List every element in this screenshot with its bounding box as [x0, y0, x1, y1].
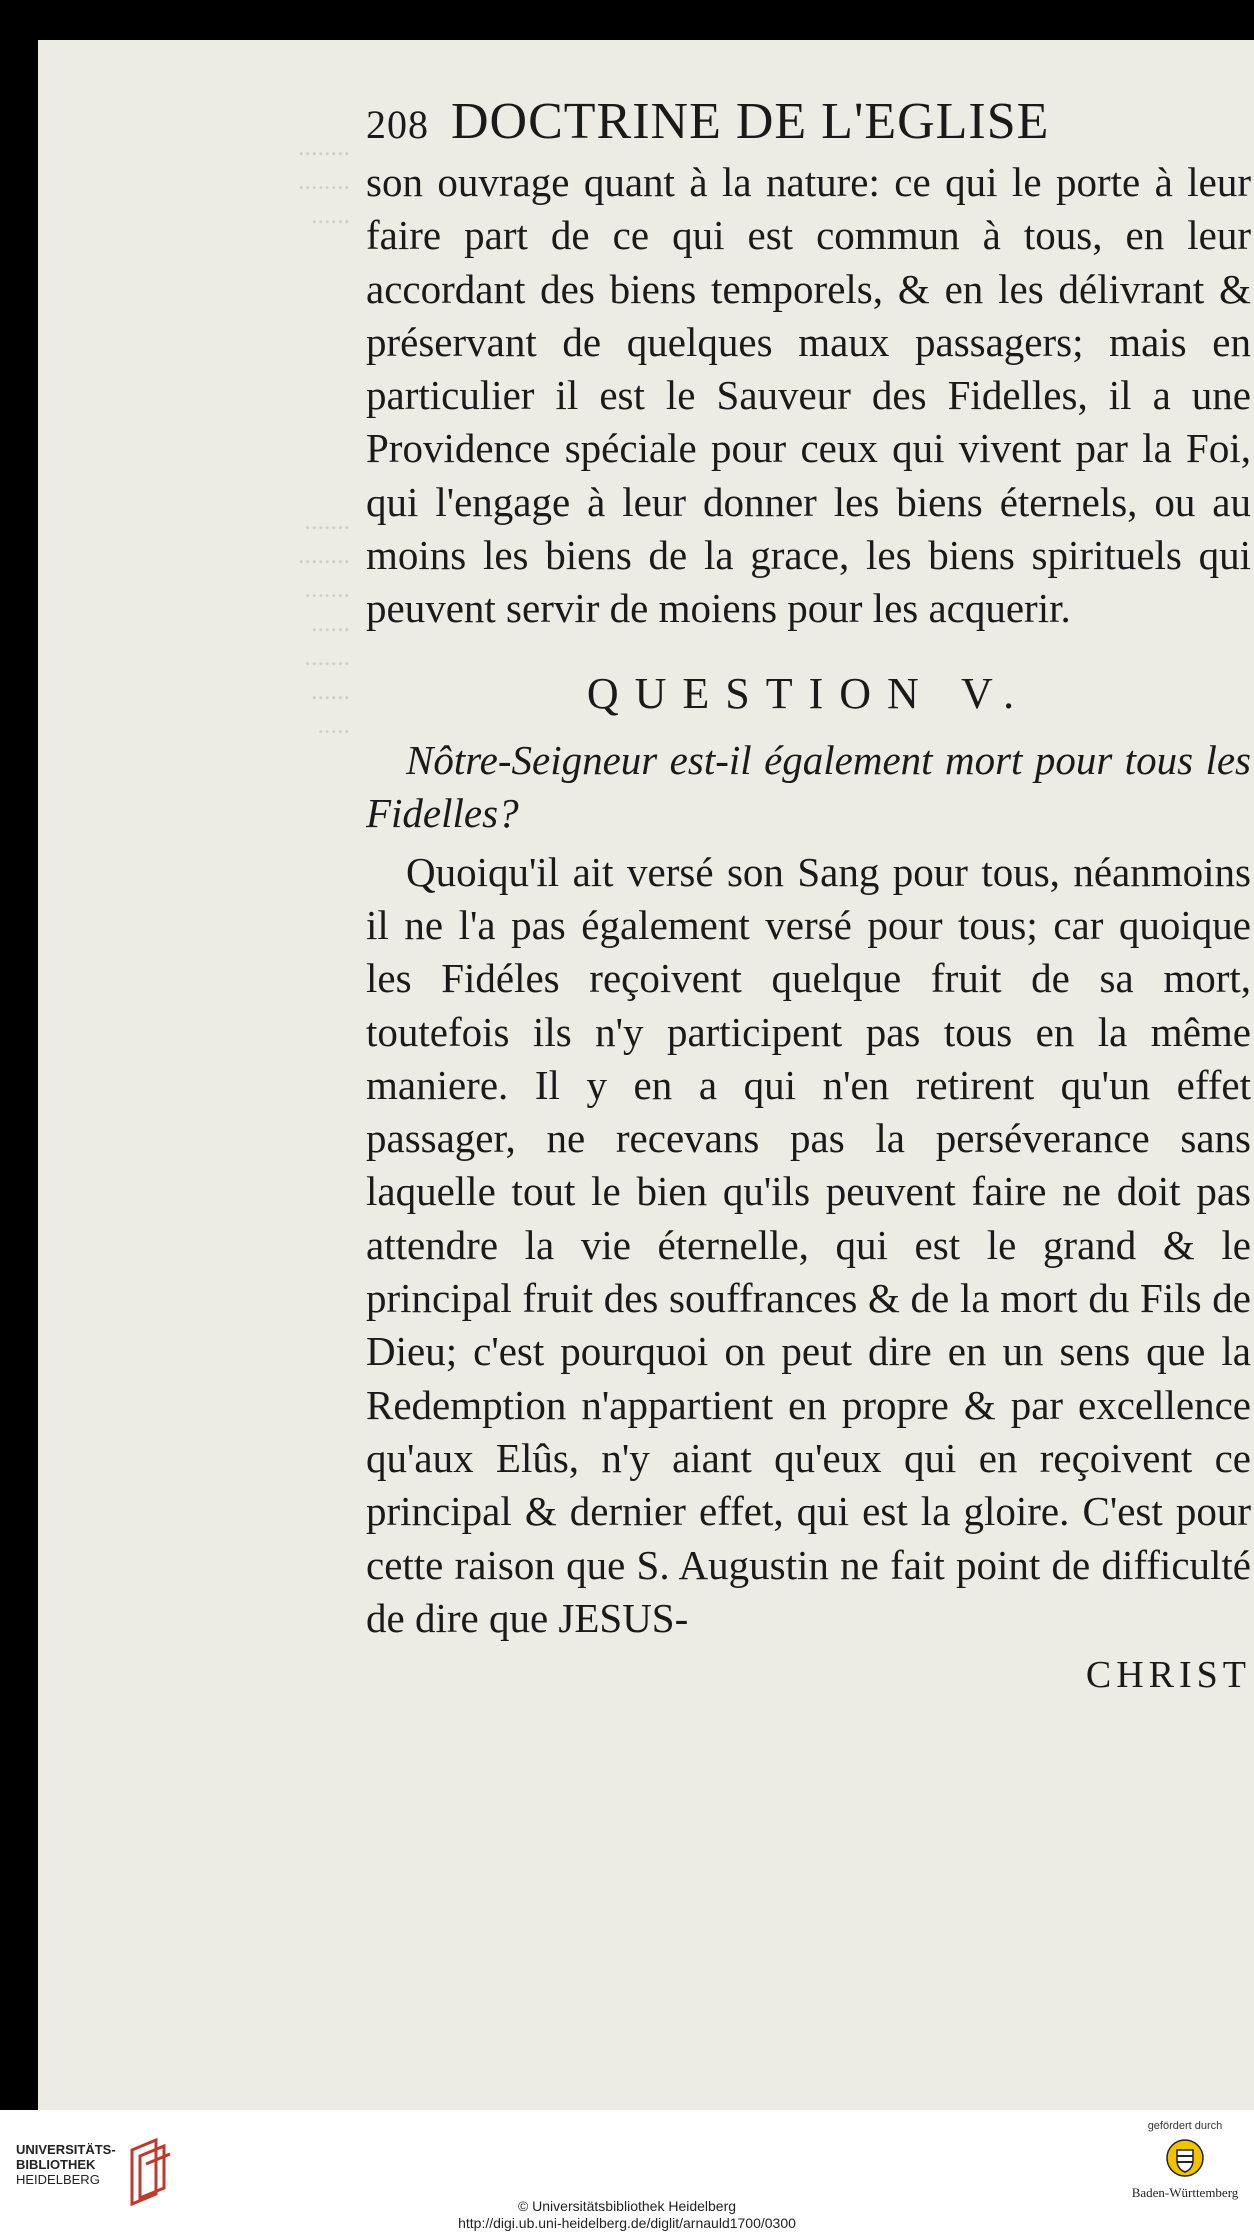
library-logo-icon: [126, 2134, 172, 2206]
sponsor-block: [1130, 2120, 1240, 2201]
catchword: CHRIST: [1085, 1654, 1251, 1697]
paragraph-2: Quoiqu'il ait versé son Sang pour tous, néanmoins il ne l'a pas également versé pour tous; car quoique les Fidéles reçoivent quelque fruit de sa mort, toutefois ils n'y participent pas tous en la même maniere. Il y en a qui n'en retirent qu'un effet passager, ne recevans pas la perséverance sans laquelle tout le bien qu'ils peuvent faire ne doit pas attendre la vie éternelle, qui est le grand & le principal fruit des souffrances & de la mort du Fils de Dieu; c'est pourquoi on peut dire en un sens que la Redemption n'appartient en propre & par excellence qu'aux Elûs, n'y aiant qu'eux qui en reçoivent ce principal & dernier effet, qui est la gloire. C'est pour cette raison que S. Augustin ne fait point de difficulté de dire que JESUS-: [366, 848, 1251, 1641]
library-name: [16, 2142, 136, 2187]
digitization-footer: [0, 2110, 1254, 2237]
sponsor-label: gefördert durch: [1147, 2120, 1223, 2132]
copyright-text: © Universitätsbibliothek Heidelberg: [517, 2198, 737, 2214]
copyright-notice: [0, 2198, 1254, 2232]
page-number: 208: [366, 102, 429, 147]
coat-of-arms-icon: [1165, 2138, 1205, 2178]
library-name-line-2: BIBLIOTHEK: [16, 2157, 96, 2172]
paragraph-1: son ouvrage quant à la nature: ce qui le porte à leur faire part de ce qui est commun à tous, en leur accordant des biens temporels, & en les délivrant & préservant de quelques maux passagers; mais en particulier il est le Sauveur des Fidelles, il a une Providence spéciale pour ceux qui vivent par la Foi, qui l'engage à leur donner les biens éternels, ou au moins les biens de la grace, les biens spirituels qui peuvent servir de moiens pour les acquerir.: [366, 159, 1251, 632]
sponsor-name: Baden-Württemberg: [1131, 2185, 1239, 2200]
book-page: [38, 40, 1254, 2110]
running-header: [366, 90, 1251, 154]
library-name-line-3: HEIDELBERG: [16, 2172, 100, 2187]
library-name-line-1: UNIVERSITÄTS-: [16, 2142, 116, 2157]
question-prompt: Nôtre-Seigneur est-il également mort pour tous les Fidelles?: [366, 736, 1251, 836]
source-url[interactable]: http://digi.ub.uni-heidelberg.de/diglit/arnauld1700/0300: [458, 2215, 796, 2231]
page-text: [366, 90, 1251, 1703]
question-heading: QUESTION V.: [586, 668, 1031, 718]
running-title: DOCTRINE DE L'EGLISE: [451, 93, 1050, 150]
bleed-through-left: ........ ........ ...... ....... ........ ....... ...... ....... ...... .....: [298, 132, 350, 739]
